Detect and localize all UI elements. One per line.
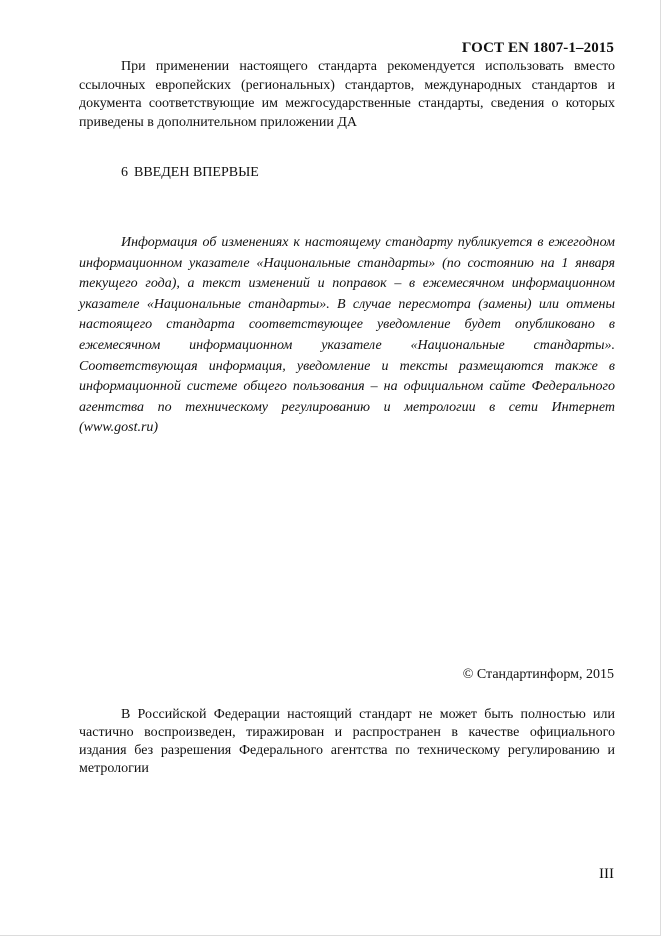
section-heading: [121, 165, 259, 181]
document-code: ГОСТ EN 1807-1–2015: [461, 40, 614, 56]
intro-paragraph: При применении настоящего стандарта рекомендуется использовать вместо ссылочных европейских (региональных) стандартов, международных стандартов и документа соответствующие им межгосударственные стандарты, сведения о которых приведены в дополнительном приложении ДА: [79, 59, 615, 130]
section-number: 6: [121, 165, 128, 180]
section-title: ВВЕДЕН ВПЕРВЫЕ: [134, 165, 259, 180]
amendments-notice-paragraph: Информация об изменениях к настоящему стандарту публикуется в ежегодном информационном указателе «Национальные стандарты» (по состоянию на 1 января текущего года), а текст изменений и поправок – в ежемесячном информационном указателе «Национальные стандарты». В случае пересмотра (замены) или отмены настоящего стандарта соответствующее уведомление будет опубликовано в ежемесячном информационном указателе «Национальные стандарты». Соответствующая информация, уведомление и тексты размещаются также в информационной системе общего пользования – на официальном сайте Федерального агентства по техническому регулированию и метрологии в сети Интернет (www.gost.ru): [79, 235, 615, 436]
reproduction-restriction-paragraph: В Российской Федерации настоящий стандарт не может быть полностью или частично воспроизведен, тиражирован и распространен в качестве официального издания без разрешения Федерального агентства по техническому регулированию и метрологии: [79, 707, 615, 776]
copyright-line: © Стандартинформ, 2015: [462, 667, 614, 682]
page-number: III: [599, 866, 614, 882]
